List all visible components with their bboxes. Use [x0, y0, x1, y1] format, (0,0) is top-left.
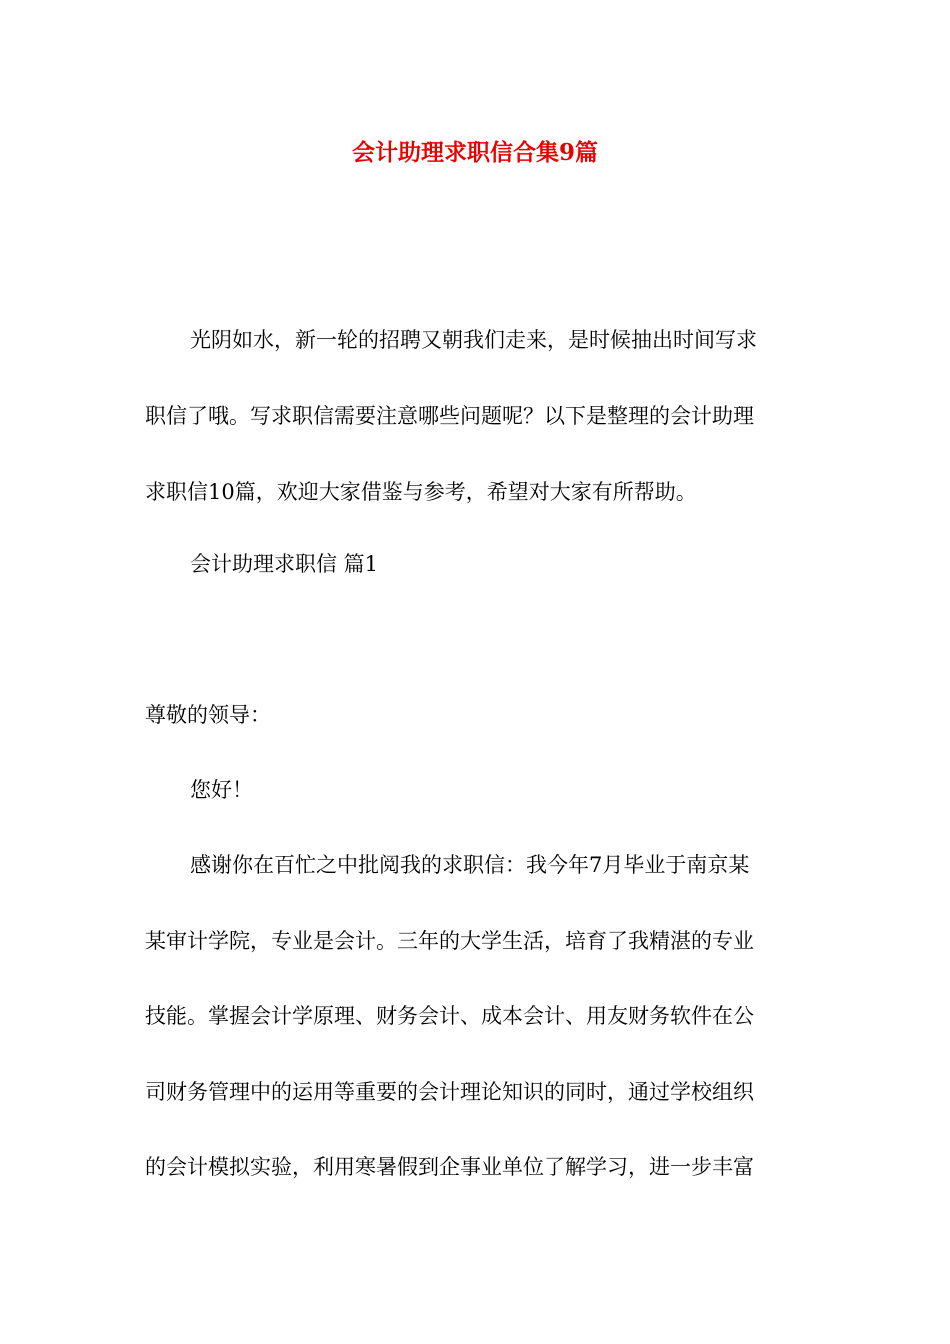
- body-line-2: 某审计学院，专业是会计。三年的大学生活，培育了我精湛的专业: [145, 929, 754, 953]
- body-line-5: 的会计模拟实验，利用寒暑假到企事业单位了解学习，进一步丰富: [145, 1155, 754, 1179]
- greeting: 您好！: [190, 778, 253, 802]
- intro-line-3: 求职信10篇，欢迎大家借鉴与参考，希望对大家有所帮助。: [145, 480, 697, 504]
- intro-line-1: 光阴如水，新一轮的招聘又朝我们走来，是时候抽出时间写求: [190, 328, 757, 352]
- body-line-4: 司财务管理中的运用等重要的会计理论知识的同时，通过学校组织: [145, 1080, 754, 1104]
- body-line-3: 技能。掌握会计学原理、财务会计、成本会计、用友财务软件在公: [145, 1004, 754, 1028]
- document-title: 会计助理求职信合集9篇: [351, 139, 598, 166]
- section-heading: 会计助理求职信 篇1: [190, 552, 379, 576]
- intro-line-2: 职信了哦。写求职信需要注意哪些问题呢？以下是整理的会计助理: [145, 404, 754, 428]
- body-line-1: 感谢你在百忙之中批阅我的求职信：我今年7月毕业于南京某: [190, 853, 750, 877]
- salutation: 尊敬的领导：: [145, 703, 271, 727]
